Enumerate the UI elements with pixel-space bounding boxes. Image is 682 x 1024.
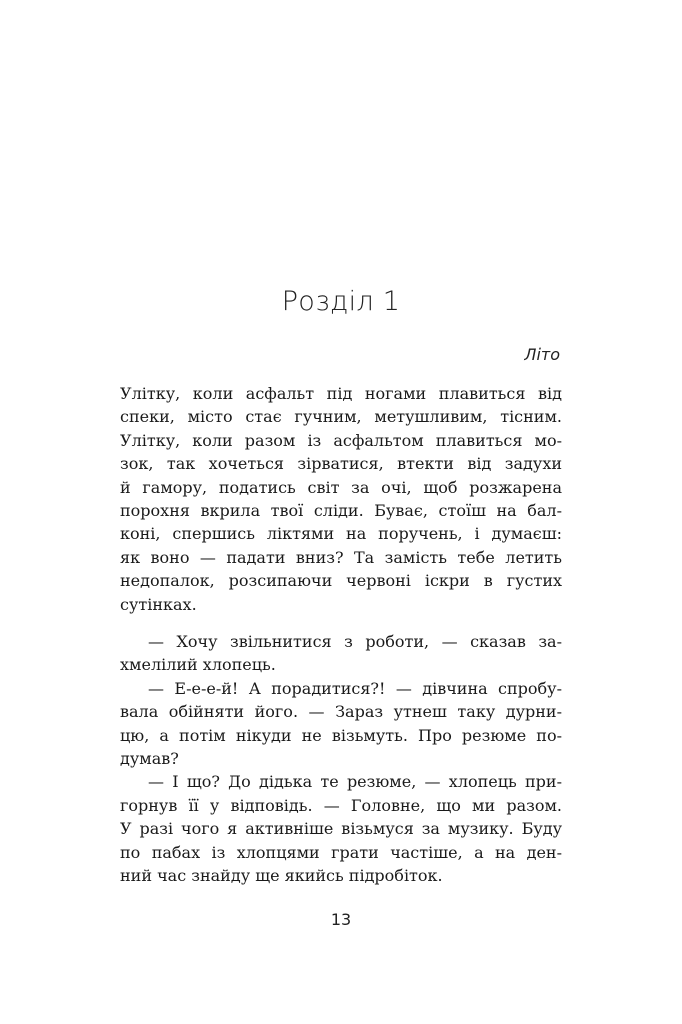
text-line: сутінках. [120, 594, 197, 614]
page-number: 13 [330, 910, 352, 929]
text-line: зок, так хочеться зірватися, втекти від задухи [120, 454, 562, 474]
text-line: коні, спершись ліктями на поручень, і думаєш: [120, 524, 562, 544]
paragraph-opening [120, 382, 562, 616]
dialogue-line: вала обійняти його. — Зараз утнеш таку дурни- [120, 702, 562, 722]
text-line: порохня вкрила твої сліди. Буває, стоїш на бал- [120, 500, 562, 520]
chapter-title: Розділ 1 [281, 286, 401, 317]
dialogue-line: — І що? До дідька те резюме, — хлопець при- [148, 772, 562, 792]
chapter-epigraph: Літо [524, 345, 560, 364]
dialogue-block [120, 630, 562, 887]
text-line: Улітку, коли асфальт під ногами плавиться від [120, 384, 562, 403]
text-line: й гамору, податись світ за очі, щоб розжарена [120, 477, 562, 497]
dialogue-line: хмелілий хлопець. [120, 655, 276, 675]
dialogue-line: У разі чого я активніше візьмуся за музику. Буду [120, 819, 562, 839]
text-line: як воно — падати вниз? Та замість тебе летить [120, 547, 562, 567]
text-line: недопалок, розсипаючи червоні іскри в густих [120, 571, 562, 591]
dialogue-line: думав? [120, 748, 179, 768]
dialogue-line: горнув її у відповідь. — Головне, що ми разом. [120, 795, 562, 815]
dialogue-line: цю, а потім нікуди не візьмуть. Про резюме по- [120, 725, 562, 745]
text-line: Улітку, коли разом із асфальтом плавиться мо- [120, 430, 562, 450]
dialogue-line: по пабах із хлопцями грати частіше, а на ден- [120, 842, 562, 862]
dialogue-line: — Е-е-е-й! А порадитися?! — дівчина спробу- [148, 678, 562, 698]
dialogue-line: ний час знайду ще якийсь підробіток. [120, 865, 443, 885]
dialogue-line: — Хочу звільнитися з роботи, — сказав за- [148, 632, 562, 651]
text-line: спеки, місто стає гучним, метушливим, тісним. [120, 407, 562, 427]
